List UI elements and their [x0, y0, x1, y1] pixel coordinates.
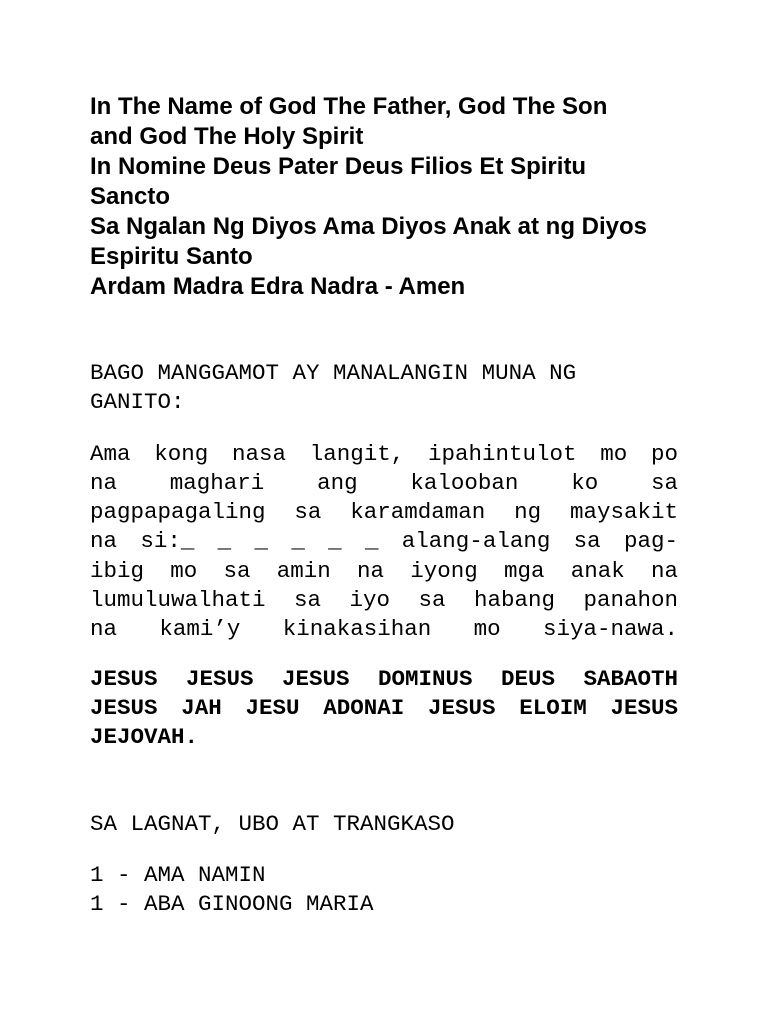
heading-line: Sa Ngalan Ng Diyos Ama Diyos Anak at ng Diyos — [90, 213, 648, 240]
document-page — [90, 92, 678, 919]
instruction-line: BAGO MANGGAMOT AY MANALANGIN MUNA NG — [90, 360, 577, 386]
heading-line: In Nomine Deus Pater Deus Filios Et Spiritu — [90, 153, 587, 180]
invocation-paragraph — [90, 665, 678, 753]
prayer-line: na si:_ _ _ _ _ _ alang-alang sa pag- — [90, 528, 678, 555]
invocation-line: JESUS JAH JESU ADONAI JESUS ELOIM JESUS — [90, 694, 678, 721]
list-item: 1 - AMA NAMIN — [90, 861, 266, 888]
prayer-list — [90, 861, 678, 920]
invocation-line: JESUS JESUS JESUS DOMINUS DEUS SABAOTH — [90, 665, 678, 692]
section-title — [90, 810, 678, 839]
heading-line: and God The Holy Spirit — [90, 123, 364, 150]
instruction-paragraph — [90, 359, 678, 418]
heading-line: Ardam Madra Edra Nadra - Amen — [90, 273, 466, 300]
prayer-line: lumuluwalhati sa iyo sa habang panahon — [90, 587, 678, 614]
document-heading — [90, 92, 678, 302]
prayer-line: ibig mo sa amin na iyong mga anak na — [90, 557, 678, 584]
heading-line: In The Name of God The Father, God The Son — [90, 93, 608, 120]
prayer-line: pagpapagaling sa karamdaman ng maysakit — [90, 499, 678, 526]
heading-line: Espiritu Santo — [90, 243, 253, 270]
prayer-line: na kami’y kinakasihan mo siya-nawa. — [90, 616, 678, 643]
list-item: 1 - ABA GINOONG MARIA — [90, 891, 374, 918]
prayer-paragraph — [90, 440, 678, 645]
prayer-line: na maghari ang kalooban ko sa — [90, 469, 678, 496]
prayer-line: Ama kong nasa langit, ipahintulot mo po — [90, 440, 678, 467]
instruction-line: GANITO: — [90, 389, 185, 416]
section-title-text: SA LAGNAT, UBO AT TRANGKASO — [90, 810, 455, 837]
invocation-line: JEJOVAH. — [90, 724, 199, 751]
heading-line: Sancto — [90, 183, 171, 210]
